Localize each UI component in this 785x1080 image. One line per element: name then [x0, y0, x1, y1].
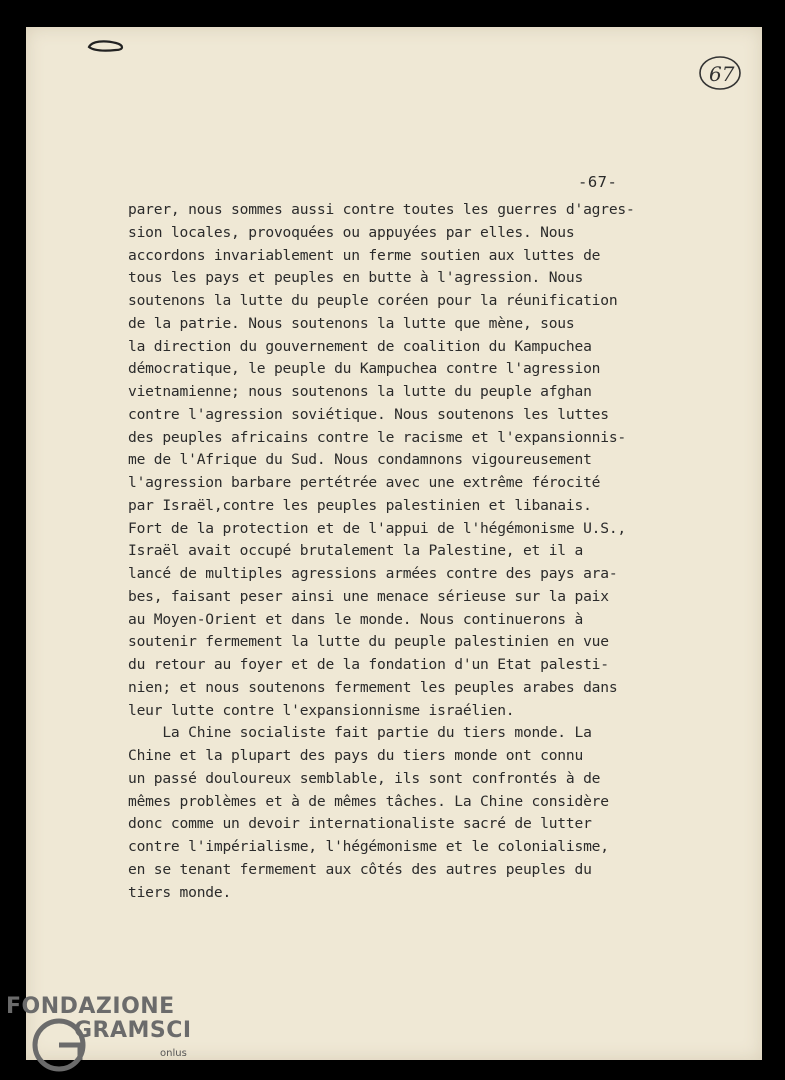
text-line: Chine et la plupart des pays du tiers monde ont connu	[128, 747, 584, 764]
text-line: en se tenant fermement aux côtés des autres peuples du	[128, 860, 592, 878]
text-line: La Chine socialiste fait partie du tiers monde. La	[128, 724, 592, 742]
watermark-line2: GRAMSCI	[74, 1018, 192, 1043]
text-line: des peuples africains contre le racisme et l'expansionnis-	[128, 428, 626, 446]
text-line: Israël avait occupé brutalement la Palestine, et il a	[128, 542, 584, 560]
text-line: par Israël,contre les peuples palestinien et libanais.	[128, 496, 592, 514]
text-line: soutenons la lutte du peuple coréen pour la réunification	[128, 292, 618, 309]
text-line: parer, nous sommes aussi contre toutes les guerres d'agres-	[128, 201, 635, 218]
text-line: leur lutte contre l'expansionnisme israélien.	[128, 701, 515, 719]
text-line: vietnamienne; nous soutenons la lutte du peuple afghan	[128, 383, 592, 400]
text-line: au Moyen-Orient et dans le monde. Nous continuerons à	[128, 610, 584, 628]
circle-mark-icon	[698, 55, 742, 91]
watermark-suffix: onlus	[160, 1048, 187, 1059]
typed-body-text	[128, 199, 688, 904]
document-page	[26, 27, 762, 1060]
text-line: sion locales, provoquées ou appuyées par elles. Nous	[128, 223, 575, 241]
text-line: du retour au foyer et de la fondation d'un Etat palesti-	[128, 656, 609, 673]
text-line: tiers monde.	[128, 883, 232, 901]
text-line: contre l'agression soviétique. Nous soutenons les luttes	[128, 405, 609, 423]
text-line: lancé de multiples agressions armées contre des pays ara-	[128, 565, 618, 582]
paperclip-mark-icon	[86, 39, 126, 53]
text-line: soutenir fermement la lutte du peuple palestinien en vue	[128, 633, 609, 651]
text-line: un passé douloureux semblable, ils sont confrontés à de	[128, 769, 601, 787]
text-line: bes, faisant peser ainsi une menace sérieuse sur la paix	[128, 587, 609, 605]
text-line: de la patrie. Nous soutenons la lutte que mène, sous	[128, 314, 575, 332]
text-line: Fort de la protection et de l'appui de l'hégémonisme U.S.,	[128, 519, 626, 537]
text-line: mêmes problèmes et à de mêmes tâches. La Chine considère	[128, 792, 609, 810]
text-line: donc comme un devoir internationaliste sacré de lutter	[128, 815, 592, 833]
watermark-line1: FONDAZIONE	[6, 994, 175, 1019]
handwritten-page-number-text: 67	[709, 62, 735, 86]
text-line: la direction du gouvernement de coalition du Kampuchea	[128, 337, 592, 355]
text-line: démocratique, le peuple du Kampuchea contre l'agression	[128, 360, 601, 378]
typed-page-number: -67-	[578, 173, 618, 191]
text-line: contre l'impérialisme, l'hégémonisme et le colonialisme,	[128, 838, 609, 855]
text-line: l'agression barbare pertétrée avec une extrême férocité	[128, 474, 601, 491]
fondazione-gramsci-watermark	[0, 990, 200, 1080]
text-line: tous les pays et peuples en butte à l'agression. Nous	[128, 269, 584, 287]
text-line: me de l'Afrique du Sud. Nous condamnons vigoureusement	[128, 451, 592, 469]
text-line: accordons invariablement un ferme soutien aux luttes de	[128, 246, 601, 264]
handwritten-page-number	[698, 55, 742, 91]
text-line: nien; et nous soutenons fermement les peuples arabes dans	[128, 678, 618, 696]
